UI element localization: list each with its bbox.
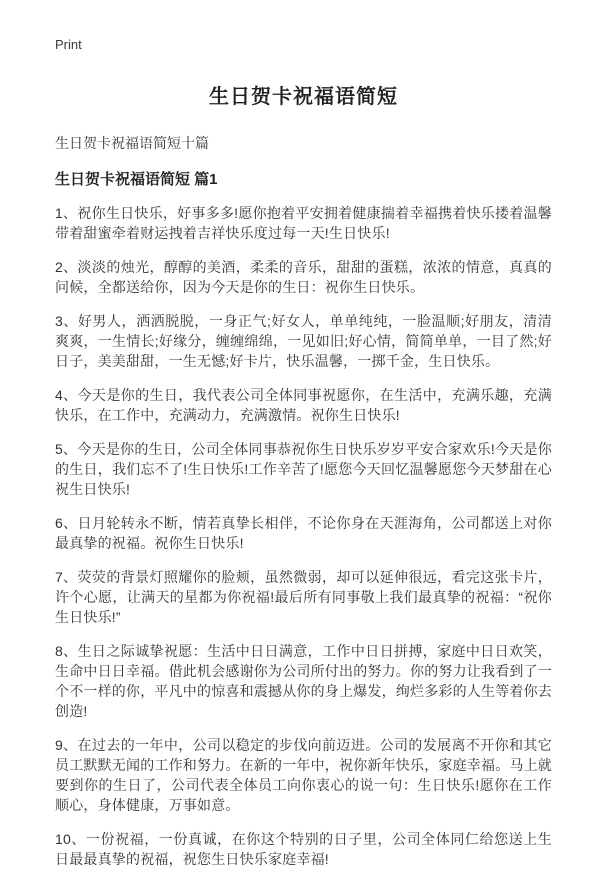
greeting-paragraph-7: 7、荧荧的背景灯照耀你的脸颊，虽然微弱，却可以延伸很远，看完这张卡片，许个心愿，让满天的星都为你祝福!最后所有同事敬上我们最真挚的祝福：“祝你生日快乐!” [55, 569, 552, 625]
greeting-paragraph-6: 6、日月轮转永不断，情若真挚长相伴，不论你身在天涯海角，公司都送上对你最真挚的祝福。祝你生日快乐! [55, 515, 552, 551]
section-heading: 生日贺卡祝福语简短 篇1 [55, 171, 218, 188]
greeting-paragraph-2: 2、淡淡的烛光，醇醇的美酒，柔柔的音乐，甜甜的蛋糕，浓浓的情意，真真的问候，全都送给你，因为今天是你的生日：祝你生日快乐。 [55, 259, 552, 295]
page-subtitle: 生日贺卡祝福语简短十篇 [55, 135, 209, 151]
greeting-paragraph-8: 8、生日之际诚挚祝愿：生活中日日满意，工作中日日拼搏，家庭中日日欢笑，生命中日日幸福。借此机会感谢你为公司所付出的努力。你的努力让我看到了一个不一样的你，平凡中的惊喜和震撼从你的身上爆发，绚烂多彩的人生等着你去创造! [55, 643, 552, 719]
greetings-list [55, 203, 552, 869]
greeting-paragraph-3: 3、好男人，洒洒脱脱，一身正气;好女人，单单纯纯，一脸温顺;好朋友，清清爽爽，一生情长;好缘分，缠缠绵绵，一见如旧;好心情，简简单单，一目了然;好日子，美美甜甜，一生无憾;好卡片，快乐温馨，一掷千金，生日快乐。 [55, 313, 552, 369]
greeting-paragraph-10: 10、一份祝福，一份真诚，在你这个特别的日子里，公司全体同仁给您送上生日最最真挚的祝福，祝您生日快乐家庭幸福! [55, 831, 552, 867]
page-title: 生日贺卡祝福语简短 [209, 86, 398, 108]
greeting-paragraph-4: 4、今天是你的生日，我代表公司全体同事祝愿你，在生活中，充满乐趣，充满快乐，在工作中，充满动力，充满激情。祝你生日快乐! [55, 387, 552, 423]
print-link[interactable]: Print [55, 37, 82, 52]
greeting-paragraph-9: 9、在过去的一年中，公司以稳定的步伐向前迈进。公司的发展离不开你和其它员工默默无闻的工作和努力。在新的一年中，祝你新年快乐，家庭幸福。马上就要到你的生日了，公司代表全体员工向你衷心的说一句：生日快乐!愿你在工作顺心，身体健康，万事如意。 [55, 737, 552, 813]
greeting-paragraph-1: 1、祝你生日快乐，好事多多!愿你抱着平安拥着健康揣着幸福携着快乐搂着温馨带着甜蜜牵着财运拽着吉祥快乐度过每一天!生日快乐! [55, 205, 552, 241]
greeting-paragraph-5: 5、今天是你的生日，公司全体同事恭祝你生日快乐岁岁平安合家欢乐!今天是你的生日，我们忘不了!生日快乐!工作辛苦了!愿您今天回忆温馨愿您今天梦甜在心祝生日快乐! [55, 441, 552, 497]
